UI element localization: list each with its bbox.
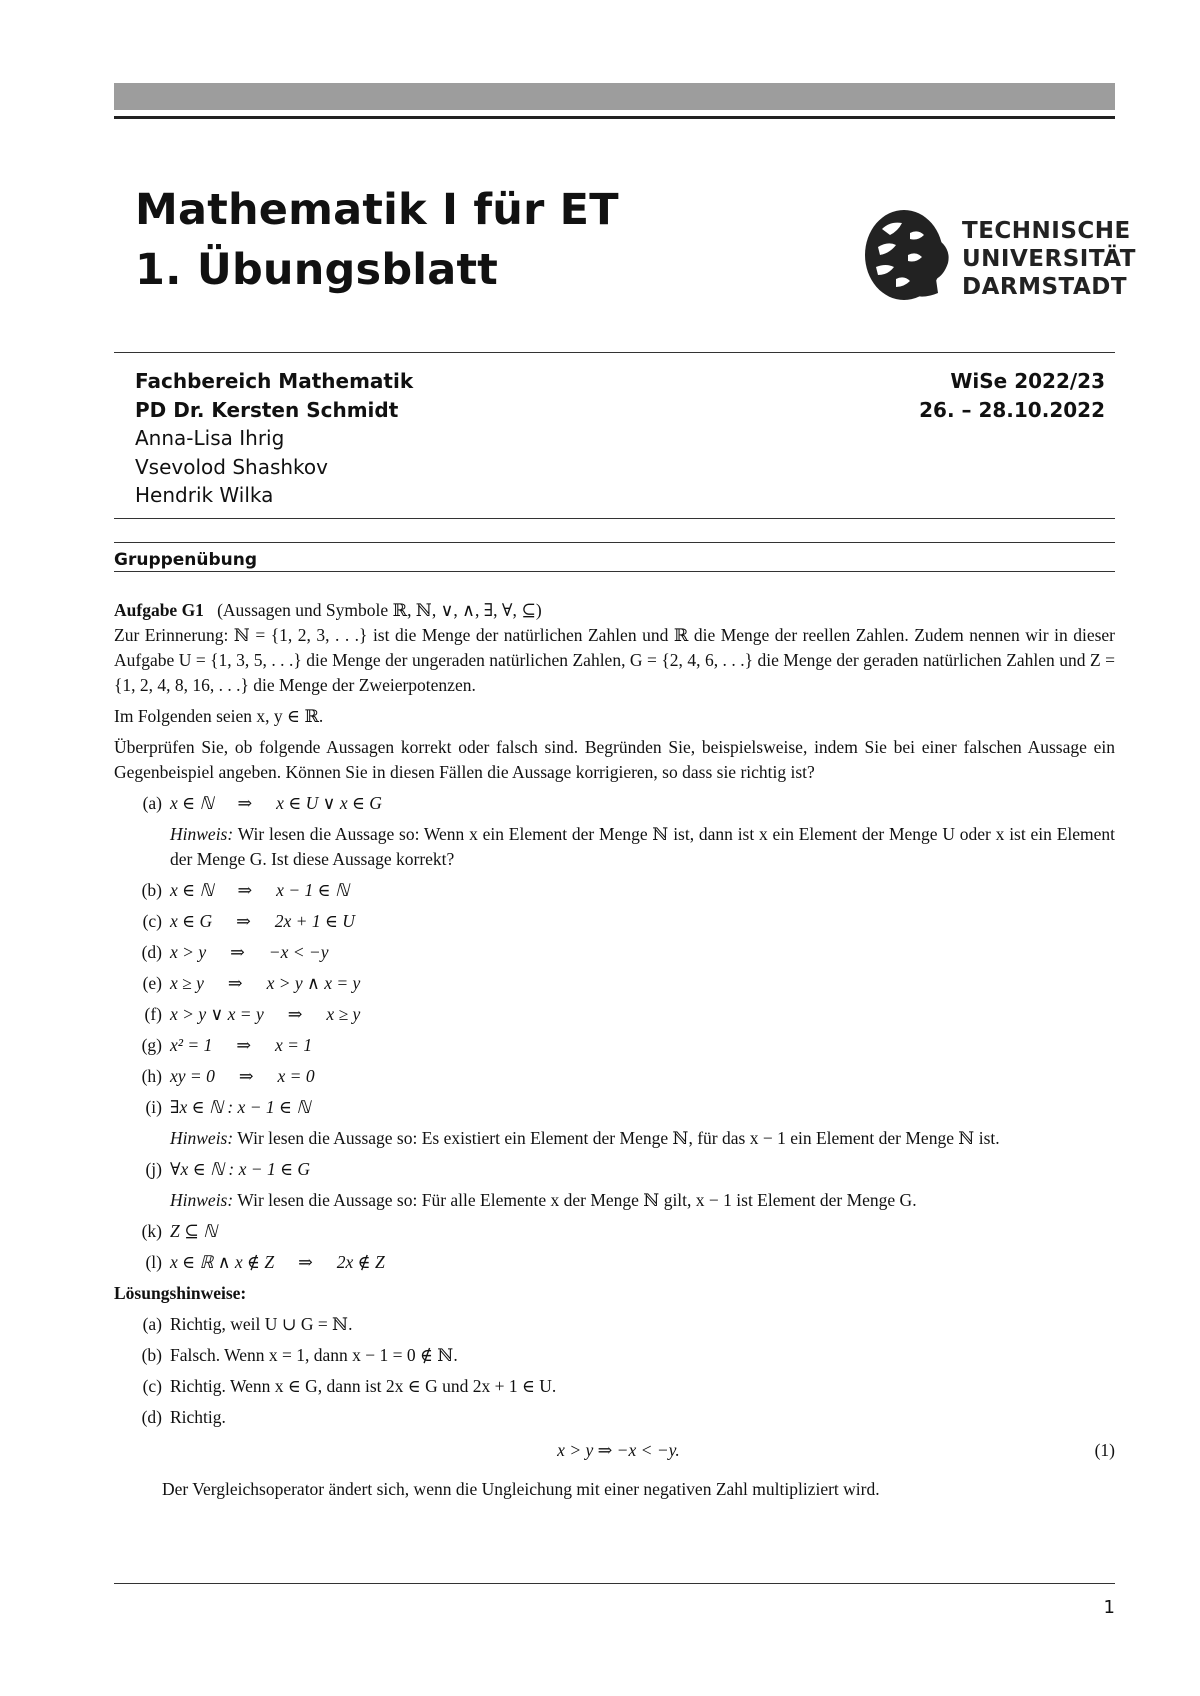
lecturer: PD Dr. Kersten Schmidt — [135, 397, 399, 422]
header-rule — [114, 116, 1115, 119]
divider — [114, 542, 1115, 543]
task-items — [114, 791, 1115, 1275]
hint: Hinweis: Wir lesen die Aussage so: Für alle Elemente x der Menge ℕ gilt, x − 1 ist Element der Menge G. — [170, 1190, 917, 1210]
task-reminder: Zur Erinnerung: ℕ = {1, 2, 3, . . .} ist die Menge der natürlichen Zahlen und ℝ die Menge der reellen Zahlen. Zudem nennen wir in dieser Aufgabe U = {1, 3, 5, . . .} die Menge der ungeraden natürlichen Zahlen, G = {2, 4, 6, . . .} die Menge der geraden natürlichen Zahlen und Z = {1, 2, 4, 8, 16, . . .} die Menge der Zweierpotenzen. — [114, 625, 1115, 695]
main-content — [114, 598, 1115, 1508]
task-item: (e) x ≥ y ⇒ x > y ∧ x = y — [142, 973, 361, 993]
solution-item: (d) Richtig. — [141, 1407, 226, 1427]
section-title: Gruppenübung — [114, 550, 258, 570]
divider — [114, 352, 1115, 353]
task-header — [114, 598, 1115, 623]
task-item: (h) xy = 0 ⇒ x = 0 — [141, 1066, 315, 1086]
equation-body: x > y ⇒ −x < −y. — [557, 1440, 680, 1460]
athena-head-icon — [860, 205, 956, 305]
task-item: (j) ∀x ∈ ℕ : x − 1 ∈ G Hinweis: Wir lesen die Aussage so: Für alle Elemente x der Menge ℕ gilt, x − 1 ist Element der Menge G. — [114, 1157, 1115, 1213]
footer-rule — [114, 1583, 1115, 1584]
solution-item: (b) Falsch. Wenn x = 1, dann x − 1 = 0 ∉ ℕ. — [141, 1345, 458, 1365]
semester-block — [800, 367, 1105, 424]
task-heading: Aufgabe G1 — [114, 600, 204, 620]
semester: WiSe 2022/23 — [950, 369, 1105, 393]
title-line-1: Mathematik I für ET — [135, 185, 619, 235]
task-item: (d) x > y ⇒ −x < −y — [141, 942, 329, 962]
divider — [114, 571, 1115, 572]
task-item: (f) x > y ∨ x = y ⇒ x ≥ y — [144, 1004, 361, 1024]
task-instruction: Überprüfen Sie, ob folgende Aussagen korrekt oder falsch sind. Begründen Sie, beispielsweise, indem Sie bei einer falschen Aussage ein Gegenbeispiel angeben. Können Sie in diesen Fällen die Aussage korrigieren, so dass sie richtig ist? — [114, 737, 1115, 782]
header-bar — [114, 83, 1115, 110]
department: Fachbereich Mathematik — [135, 369, 414, 393]
task-context: Im Folgenden seien x, y ∈ ℝ. — [114, 706, 324, 726]
solutions-heading: Lösungshinweise: — [114, 1283, 247, 1303]
date-range: 26. – 28.10.2022 — [919, 397, 1105, 422]
page-number: 1 — [1103, 1597, 1115, 1618]
university-logo — [860, 205, 1136, 310]
assistant: Anna-Lisa Ihrig — [135, 426, 285, 450]
equation — [162, 1438, 1115, 1463]
logo-text: TECHNISCHE UNIVERSITÄT DARMSTADT — [962, 218, 1136, 300]
task-item: (k) Z ⊆ ℕ — [141, 1221, 218, 1241]
hint: Hinweis: Wir lesen die Aussage so: Es existiert ein Element der Menge ℕ, für das x − 1 ein Element der Menge ℕ ist. — [170, 1128, 1000, 1148]
equation-number: (1) — [1094, 1440, 1115, 1460]
assistant: Hendrik Wilka — [135, 483, 274, 507]
assistant: Vsevolod Shashkov — [135, 454, 328, 479]
authors-block — [135, 367, 413, 510]
divider — [114, 518, 1115, 519]
task-item: (c) x ∈ G ⇒ 2x + 1 ∈ U — [142, 911, 355, 931]
task-item: (b) x ∈ ℕ ⇒ x − 1 ∈ ℕ — [141, 880, 349, 900]
task-item: (a) x ∈ ℕ ⇒ x ∈ U ∨ x ∈ G Hinweis: Wir lesen die Aussage so: Wenn x ein Element der Menge ℕ ist, dann ist x ein Element der Menge U oder x ist ein Element der Menge G. Ist diese Aussage korrekt? — [114, 791, 1115, 872]
task-subtitle: (Aussagen und Symbole ℝ, ℕ, ∨, ∧, ∃, ∀, ⊆) — [217, 600, 542, 620]
page-title — [135, 180, 619, 300]
task-item: (g) x² = 1 ⇒ x = 1 — [141, 1035, 313, 1055]
hint: Hinweis: Wir lesen die Aussage so: Wenn x ein Element der Menge ℕ ist, dann ist x ein Element der Menge U oder x ist ein Element der Menge G. Ist diese Aussage korrekt? — [170, 824, 1115, 869]
title-line-2: 1. Übungsblatt — [135, 245, 498, 295]
task-item: (l) x ∈ ℝ ∧ x ∉ Z ⇒ 2x ∉ Z — [145, 1252, 385, 1272]
task-item: (i) ∃x ∈ ℕ : x − 1 ∈ ℕ Hinweis: Wir lesen die Aussage so: Es existiert ein Element der Menge ℕ, für das x − 1 ein Element der Menge ℕ ist. — [114, 1095, 1115, 1151]
solution-items — [114, 1312, 1115, 1430]
solution-note: Der Vergleichsoperator ändert sich, wenn die Ungleichung mit einer negativen Zahl multipliziert wird. — [162, 1479, 880, 1499]
solution-item: (c) Richtig. Wenn x ∈ G, dann ist 2x ∈ G und 2x + 1 ∈ U. — [142, 1376, 557, 1396]
solution-item: (a) Richtig, weil U ∪ G = ℕ. — [142, 1314, 353, 1334]
